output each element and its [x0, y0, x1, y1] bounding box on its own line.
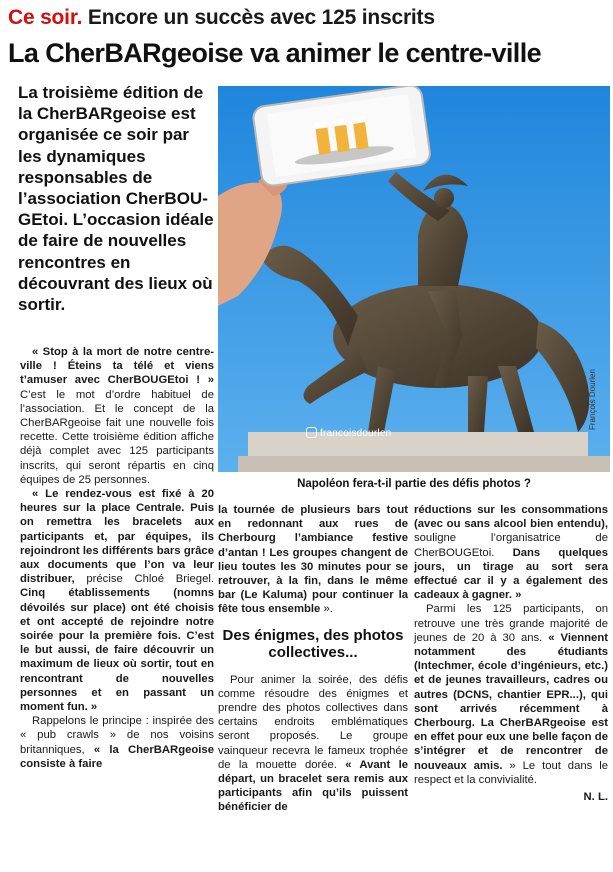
paragraph: la tournée de plusieurs bars tout en redonnant aux rues de Cherbourg l’ambiance festive d’antan ! Les groupes changent de lieu toutes les 30 minutes pour se retrouver, à la fin, dans le même bar (Le Kaluma) pour continuer la fête tous ensemble ». [218, 504, 408, 616]
chapo: La troisième édition de la CherBARgeoise est organisée ce soir par les dynamiques responsables de l’association CherBOU-GEtoi. L’occasion idéale de faire de nouvelles rencontres en découvrant des lieux où sortir. [18, 83, 214, 315]
instagram-handle: francoisdourlen [320, 428, 392, 439]
headline: La CherBARgeoise va animer le centre-ville [8, 38, 542, 68]
column-2 [218, 503, 408, 815]
signature: N. L. [583, 791, 608, 804]
photo [218, 86, 610, 472]
paragraph: réductions sur les consommations (avec ou sans alcool bien entendu), souligne l’organisatrice de CherBOUGEtoi. Dans quelques jours, un tirage au sort sera effectué car il y a également des cadeaux à gagner. » [414, 504, 609, 602]
instagram-icon [306, 427, 317, 438]
subheading: Des énigmes, des photos collectives... [222, 626, 404, 661]
kicker [8, 6, 608, 30]
kicker-label: Ce soir. [8, 6, 83, 29]
paragraph: Parmi les 125 participants, on retrouve une très grande majorité de jeunes de 20 à 30 ans. « Viennent notamment des étudiants (Intechmer, école d’ingénieurs, etc.) et de jeunes travailleurs, cadres ou autres (DCNS, chantier EPR...), qui sont arrivés récemment à Cherbourg. La CherBARgeoise est en effet pour eux une belle façon de s’intégrer et de rencontrer de nouveaux amis. » Le tout dans le respect et la convivialité. [414, 603, 608, 786]
photo-credit: François Dourlen [588, 369, 597, 430]
paragraph: Pour animer la soirée, des défis comme résoudre des énigmes et prendre des photos collectives dans certains endroits emblématiques seront proposés. Le groupe vainqueur recevra le fameux trophée de la mouette dorée. « Avant le départ, un bracelet sera remis aux participants afin qu’ils puissent bénéficier de [218, 673, 408, 814]
paragraph: « Le rendez-vous est fixé à 20 heures sur la place Centrale. Puis on remettra les bracelets aux participants et, par équipes, ils rejoindront les différents bars grâce aux documents que l’on va leur distribuer, précise Chloé Briegel. Cinq établissements (nomns dévoilés sur place) ont été choisis et ont accepté de rejoindre notre soirée pour la première fois. C’est le but aussi, de faire découvrir un maximum de lieux où sortir, tout en rencontrant de nouvelles personnes et en passant un moment fun. » [20, 488, 214, 714]
kicker-text: Encore un succès avec 125 inscrits [87, 6, 435, 29]
photo-caption: Napoléon fera-t-il partie des défis photos ? [297, 478, 531, 490]
paragraph: « Stop à la mort de notre centre-ville ! Éteins ta télé et viens t’amuser avec CherBOUGEtoi ! » C’est le mot d’ordre habituel de l’association. Et le concept de la CherBARgeoise fait une nouvelle fois recette. Cette troisième édition affiche déjà complet avec 125 participants inscrits, qui seront répartis en cinq équipes de 25 personnes. [20, 346, 214, 486]
paragraph: Rappelons le principe : inspirée des « pub crawls » de nos voisins britanniques, « la CherBARgeoise consiste à faire [20, 715, 214, 770]
statue-photo [218, 86, 610, 472]
column-3 [414, 503, 608, 804]
column-1 [20, 345, 214, 771]
